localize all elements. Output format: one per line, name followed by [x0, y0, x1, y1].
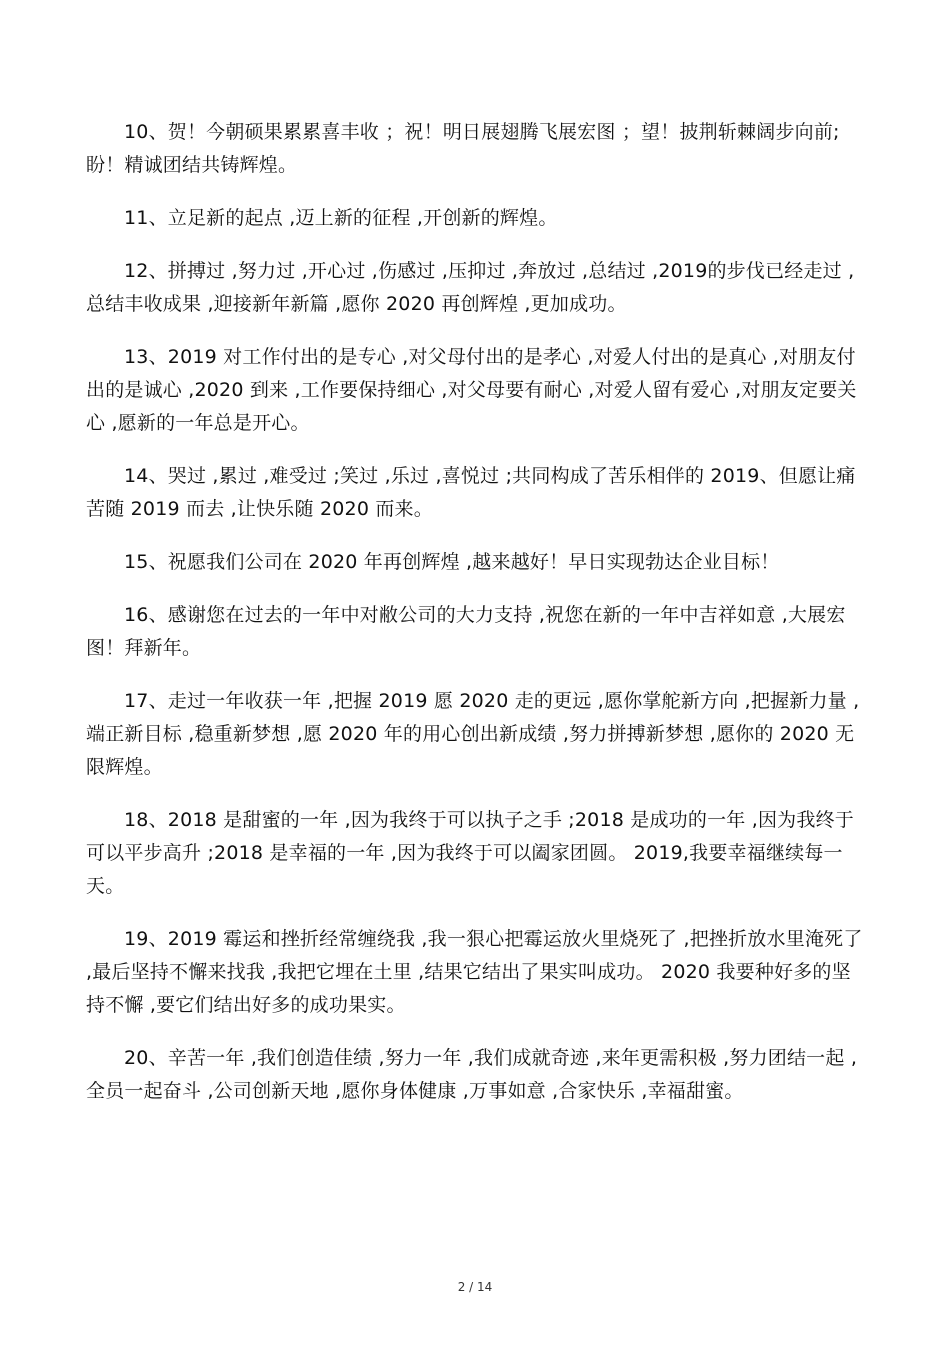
paragraph-20: 20、辛苦一年 ,我们创造佳绩 ,努力一年 ,我们成就奇迹 ,来年更需积极 ,努力团结一起 ,全员一起奋斗 ,公司创新天地 ,愿你身体健康 ,万事如意 ,合家快乐 ,幸福甜蜜。: [86, 1047, 858, 1102]
paragraph-11: 11、立足新的起点 ,迈上新的征程 ,开创新的辉煌。: [124, 207, 558, 229]
paragraph-14: 14、哭过 ,累过 ,难受过 ;笑过 ,乐过 ,喜悦过 ;共同构成了苦乐相伴的 2019、但愿让痛苦随 2019 而去 ,让快乐随 2020 而来。: [86, 465, 856, 520]
paragraph-13: 13、2019 对工作付出的是专心 ,对父母付出的是孝心 ,对爱人付出的是真心 ,对朋友付出的是诚心 ,2020 到来 ,工作要保持细心 ,对父母要有耐心 ,对爱人留有爱心 ,对朋友定要关心 ,愿新的一年总是开心。: [86, 346, 857, 434]
paragraph-19: 19、2019 霉运和挫折经常缠绕我 ,我一狠心把霉运放火里烧死了 ,把挫折放水里淹死了 ,最后坚持不懈来找我 ,我把它埋在土里 ,结果它结出了果实叫成功。 2020 我要种好多的坚持不懈 ,要它们结出好多的成功果实。: [86, 928, 863, 1016]
document-body: [86, 116, 864, 1128]
paragraph-15: 15、祝愿我们公司在 2020 年再创辉煌 ,越来越好！早日实现勃达企业目标！: [124, 551, 780, 573]
page-number: 2 / 14: [457, 1280, 493, 1294]
paragraph-12: 12、拼搏过 ,努力过 ,开心过 ,伤感过 ,压抑过 ,奔放过 ,总结过 ,2019的步伐已经走过 ,总结丰收成果 ,迎接新年新篇 ,愿你 2020 再创辉煌 ,更加成功。: [86, 260, 855, 315]
paragraph-17: 17、走过一年收获一年 ,把握 2019 愿 2020 走的更远 ,愿你掌舵新方向 ,把握新力量 ,端正新目标 ,稳重新梦想 ,愿 2020 年的用心创出新成绩 ,努力拼搏新梦想 ,愿你的 2020 无限辉煌。: [86, 690, 860, 778]
paragraph-16: 16、感谢您在过去的一年中对敝公司的大力支持 ,祝您在新的一年中吉祥如意 ,大展宏图！拜新年。: [86, 604, 846, 659]
paragraph-10: 10、贺！今朝硕果累累喜丰收 ；祝！明日展翅腾飞展宏图 ；望！披荆斩棘阔步向前;盼！精诚团结共铸辉煌。: [86, 121, 840, 176]
paragraph-18: 18、2018 是甜蜜的一年 ,因为我终于可以执子之手 ;2018 是成功的一年 ,因为我终于可以平步高升 ;2018 是幸福的一年 ,因为我终于可以阖家团圆。 2019,我要幸福继续每一天。: [86, 809, 854, 897]
